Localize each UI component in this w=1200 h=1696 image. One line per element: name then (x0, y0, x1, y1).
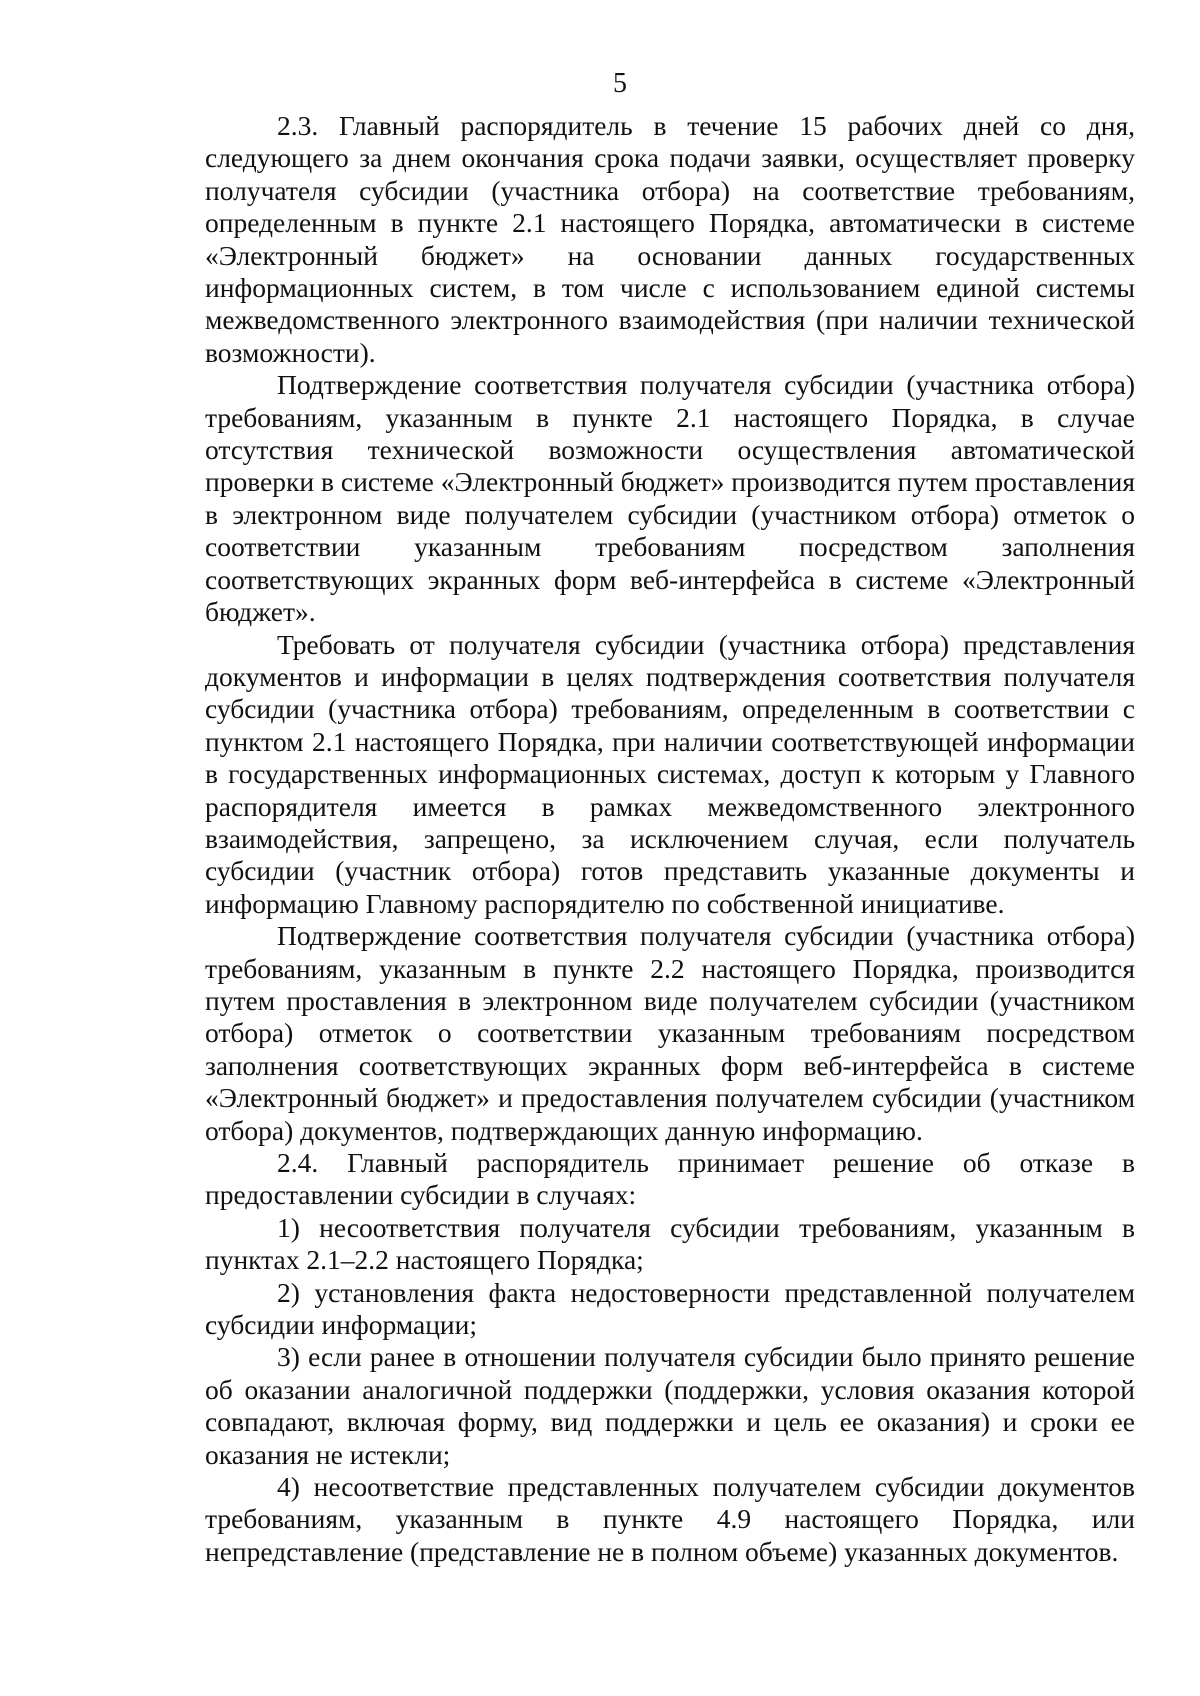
paragraph-confirmation-2-1: Подтверждение соответствия получателя субсидии (участника отбора) требованиям, указанным в пункте 2.1 настоящего Порядка, в случае отсутствия технической возможности осуществления автоматической проверки в системе «Электронный бюджет» производится путем проставления в электронном виде получателем субсидии (участником отбора) отметок о соответствии указанным требованиям посредством заполнения соответствующих экранных форм веб-интерфейса в системе «Электронный бюджет». (205, 369, 1135, 628)
list-item-3: 3) если ранее в отношении получателя субсидии было принято решение об оказании аналогичной поддержки (поддержки, условия оказания которой совпадают, включая форму, вид поддержки и цель ее оказания) и сроки ее оказания не истекли; (205, 1341, 1135, 1470)
list-item-1: 1) несоответствия получателя субсидии требованиям, указанным в пунктах 2.1–2.2 настоящего Порядка; (205, 1211, 1135, 1276)
list-item-4: 4) несоответствие представленных получателем субсидии документов требованиям, указанным в пункте 4.9 настоящего Порядка, или непредставление (представление не в полном объеме) указанных документов. (205, 1471, 1135, 1567)
page-number: 5 (613, 68, 627, 99)
paragraph-confirmation-2-2: Подтверждение соответствия получателя субсидии (участника отбора) требованиям, указанным в пункте 2.2 настоящего Порядка, производится путем проставления в электронном виде получателем субсидии (участником отбора) отметок о соответствии указанным требованиям посредством заполнения соответствующих экранных форм веб-интерфейса в системе «Электронный бюджет» и предоставления получателем субсидии (участником отбора) документов, подтверждающих данную информацию. (205, 920, 1135, 1146)
paragraph-2-3: 2.3. Главный распорядитель в течение 15 рабочих дней со дня, следующего за днем окончания срока подачи заявки, осуществляет проверку получателя субсидии (участника отбора) на соответствие требованиям, определенным в пункте 2.1 настоящего Порядка, автоматически в системе «Электронный бюджет» на основании данных государственных информационных систем, в том числе с использованием единой системы межведомственного электронного взаимодействия (при наличии технической возможности). (205, 110, 1135, 368)
list-item-2: 2) установления факта недостоверности представленной получателем субсидии информации; (205, 1276, 1135, 1341)
paragraph-document-request: Требовать от получателя субсидии (участника отбора) представления документов и информации в целях подтверждения соответствия получателя субсидии (участника отбора) требованиям, определенным в соответствии с пунктом 2.1 настоящего Порядка, при наличии соответствующей информации в государственных информационных системах, доступ к которым у Главного распорядителя имеется в рамках межведомственного электронного взаимодействия, запрещено, за исключением случая, если получатель субсидии (участник отбора) готов представить указанные документы и информацию Главному распорядителю по собственной инициативе. (205, 628, 1135, 919)
document-body (205, 110, 1135, 1568)
paragraph-2-4: 2.4. Главный распорядитель принимает решение об отказе в предоставлении субсидии в случаях: (205, 1147, 1135, 1211)
